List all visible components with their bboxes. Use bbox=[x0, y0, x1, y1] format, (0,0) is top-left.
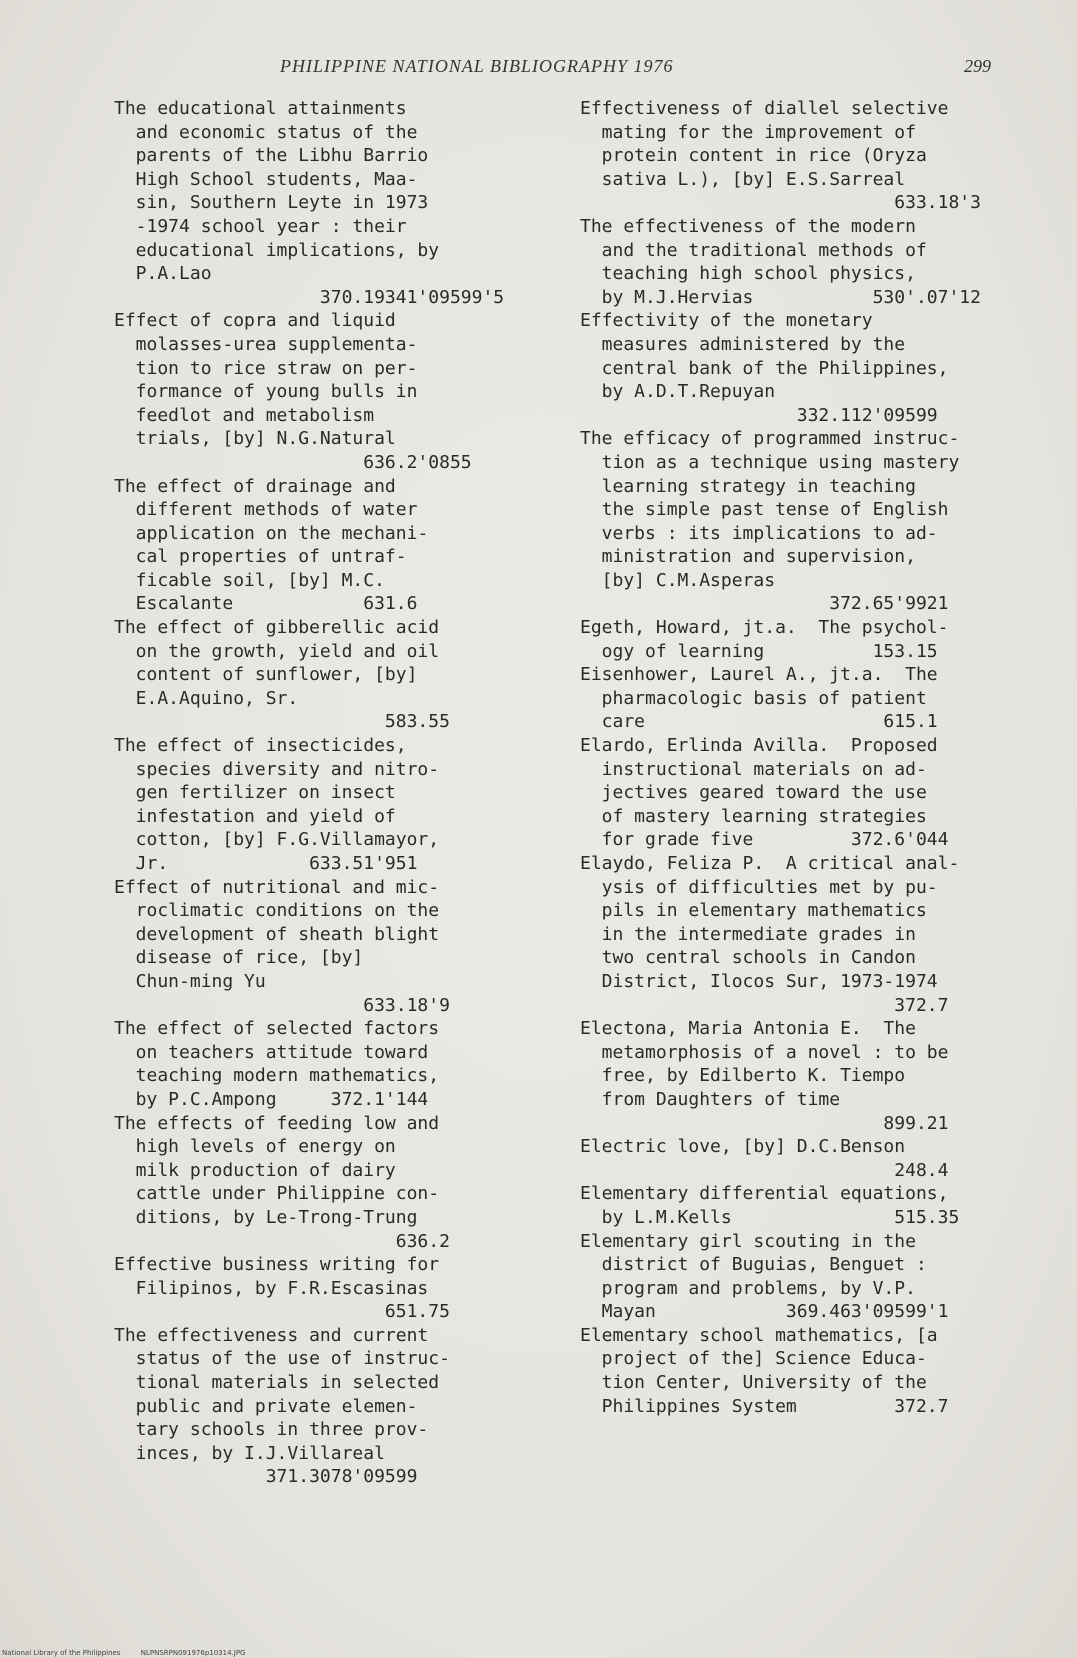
entry-line: 651.75 bbox=[114, 1301, 450, 1323]
entry-line: Elementary differential equations, bbox=[580, 1183, 949, 1205]
entry-line: tary schools in three prov- bbox=[114, 1419, 429, 1441]
entry-line: Elementary girl scouting in the bbox=[580, 1230, 916, 1252]
bibliography-entry bbox=[114, 475, 494, 617]
entry-line: Elaydo, Feliza P. A critical anal- bbox=[580, 853, 960, 874]
entry-line: Chun-ming Yu bbox=[114, 970, 266, 992]
entry-line: parents of the Libhu Barrio bbox=[114, 145, 429, 167]
entry-line: jectives geared toward the use bbox=[580, 782, 927, 804]
entry-line: sin, Southern Leyte in 1973 bbox=[114, 192, 429, 214]
entry-line: disease of rice, [by] bbox=[114, 947, 364, 969]
entry-line: Electric love, [by] D.C.Benson bbox=[580, 1136, 906, 1158]
entry-line: by L.M.Kells 515.35 bbox=[580, 1206, 960, 1228]
entry-line: learning strategy in teaching bbox=[580, 475, 916, 497]
entry-line: two central schools in Candon bbox=[580, 947, 916, 969]
bibliography-entry bbox=[580, 734, 1010, 852]
bibliography-entry bbox=[580, 663, 1010, 734]
bibliography-entry bbox=[580, 616, 1010, 663]
entry-line: 371.3078'09599 bbox=[114, 1466, 418, 1488]
entry-line: The effect of gibberellic acid bbox=[114, 617, 440, 639]
entry-line: inces, by I.J.Villareal bbox=[114, 1442, 385, 1464]
entry-line: P.A.Lao bbox=[114, 263, 212, 285]
entry-line: educational implications, by bbox=[114, 239, 440, 261]
bibliography-entry bbox=[580, 1017, 1010, 1135]
entry-line: The effect of drainage and bbox=[114, 475, 396, 497]
bibliography-entry bbox=[114, 734, 494, 876]
entry-line: verbs : its implications to ad- bbox=[580, 522, 938, 544]
entry-line: 372.7 bbox=[580, 994, 949, 1016]
entry-line: species diversity and nitro- bbox=[114, 758, 440, 780]
entry-line: tion as a technique using mastery bbox=[580, 451, 960, 473]
entry-line: 633.18'9 bbox=[114, 994, 450, 1016]
bibliography-entry bbox=[580, 427, 1010, 616]
entry-line: ogy of learning 153.15 bbox=[580, 640, 938, 662]
entry-line: Electona, Maria Antonia E. The bbox=[580, 1018, 916, 1040]
footer-institution: National Library of the Philippines bbox=[2, 1649, 121, 1657]
entry-line: roclimatic conditions on the bbox=[114, 900, 440, 922]
entry-line: status of the use of instruc- bbox=[114, 1348, 450, 1370]
entry-line: project of the] Science Educa- bbox=[580, 1348, 927, 1370]
entry-line: Elementary school mathematics, [a bbox=[580, 1324, 938, 1346]
entry-line: cal properties of untraf- bbox=[114, 546, 407, 568]
entry-line: Effectiveness of diallel selective bbox=[580, 98, 949, 119]
entry-line: by P.C.Ampong 372.1'144 bbox=[114, 1088, 429, 1110]
page-header bbox=[0, 56, 1077, 86]
entry-line: E.A.Aquino, Sr. bbox=[114, 687, 299, 709]
bibliography-entry bbox=[114, 1324, 494, 1489]
entry-line: tion to rice straw on per- bbox=[114, 357, 418, 379]
entry-line: instructional materials on ad- bbox=[580, 758, 927, 780]
entry-line: Effective business writing for bbox=[114, 1254, 440, 1276]
entry-line: 248.4 bbox=[580, 1159, 949, 1181]
entry-line: high levels of energy on bbox=[114, 1136, 396, 1158]
bibliography-entry bbox=[114, 309, 494, 474]
bibliography-entry bbox=[580, 1135, 1010, 1182]
entry-line: Elardo, Erlinda Avilla. Proposed bbox=[580, 735, 938, 757]
left-column bbox=[114, 97, 505, 1489]
bibliography-entry bbox=[114, 1112, 494, 1254]
bibliography-entry bbox=[114, 616, 494, 734]
entry-line: The efficacy of programmed instruc- bbox=[580, 428, 960, 450]
entry-line: 370.19341'09599'5 bbox=[114, 286, 505, 308]
scan-footer bbox=[0, 1648, 1077, 1658]
entry-line: 899.21 bbox=[580, 1112, 949, 1134]
entry-line: ministration and supervision, bbox=[580, 546, 916, 568]
entry-line: Effectivity of the monetary bbox=[580, 310, 873, 332]
entry-line: The effect of selected factors bbox=[114, 1018, 440, 1040]
entry-line: 633.18'3 bbox=[580, 192, 981, 214]
bibliography-entry bbox=[580, 309, 1010, 427]
entry-line: infestation and yield of bbox=[114, 805, 396, 827]
entry-line: care 615.1 bbox=[580, 711, 938, 733]
entry-line: [by] C.M.Asperas bbox=[580, 569, 776, 591]
entry-line: 636.2'0855 bbox=[114, 451, 472, 473]
bibliography-entry bbox=[580, 852, 1010, 1017]
entry-line: district of Buguias, Benguet : bbox=[580, 1254, 927, 1276]
entry-line: pharmacologic basis of patient bbox=[580, 687, 927, 709]
entry-line: teaching high school physics, bbox=[580, 263, 916, 285]
entry-line: and the traditional methods of bbox=[580, 239, 927, 261]
entry-line: from Daughters of time bbox=[580, 1088, 841, 1110]
bibliography-entry bbox=[114, 1017, 494, 1111]
bibliography-entry bbox=[580, 1324, 1010, 1418]
entry-line: free, by Edilberto K. Tiempo bbox=[580, 1065, 906, 1087]
entry-line: public and private elemen- bbox=[114, 1395, 418, 1417]
bibliography-entry bbox=[580, 1182, 1010, 1229]
entry-line: District, Ilocos Sur, 1973-1974 bbox=[580, 970, 938, 992]
entry-line: 372.65'9921 bbox=[580, 593, 949, 615]
entry-line: Mayan 369.463'09599'1 bbox=[580, 1301, 949, 1323]
bibliography-entry bbox=[580, 1230, 1010, 1324]
entry-line: The effectiveness and current bbox=[114, 1324, 429, 1346]
entry-line: 583.55 bbox=[114, 711, 450, 733]
entry-line: central bank of the Philippines, bbox=[580, 357, 949, 379]
entry-line: milk production of dairy bbox=[114, 1159, 396, 1181]
entry-line: formance of young bulls in bbox=[114, 381, 418, 403]
entry-line: content of sunflower, [by] bbox=[114, 664, 418, 686]
entry-line: ficable soil, [by] M.C. bbox=[114, 569, 385, 591]
entry-line: by M.J.Hervias 530'.07'12 bbox=[580, 286, 981, 308]
entry-line: application on the mechani- bbox=[114, 522, 429, 544]
entry-line: ysis of difficulties met by pu- bbox=[580, 876, 938, 898]
entry-line: cattle under Philippine con- bbox=[114, 1183, 440, 1205]
entry-line: sativa L.), [by] E.S.Sarreal bbox=[580, 168, 906, 190]
entry-line: Filipinos, by F.R.Escasinas bbox=[114, 1277, 429, 1299]
entry-line: The effect of insecticides, bbox=[114, 735, 407, 757]
entry-line: tion Center, University of the bbox=[580, 1372, 927, 1394]
bibliography-entry bbox=[114, 876, 494, 1018]
entry-line: on the growth, yield and oil bbox=[114, 640, 440, 662]
entry-line: The effects of feeding low and bbox=[114, 1112, 440, 1134]
entry-line: gen fertilizer on insect bbox=[114, 782, 396, 804]
entry-line: trials, [by] N.G.Natural bbox=[114, 428, 396, 450]
right-column bbox=[580, 97, 1010, 1418]
entry-line: High School students, Maa- bbox=[114, 168, 418, 190]
running-title: PHILIPPINE NATIONAL BIBLIOGRAPHY 1976 bbox=[280, 56, 674, 76]
entry-line: 332.112'09599 bbox=[580, 404, 938, 426]
entry-line: tional materials in selected bbox=[114, 1372, 440, 1394]
entry-line: development of sheath blight bbox=[114, 923, 440, 945]
entry-line: different methods of water bbox=[114, 499, 418, 521]
entry-line: by A.D.T.Repuyan bbox=[580, 381, 776, 403]
entry-line: Escalante 631.6 bbox=[114, 593, 418, 615]
bibliography-entry bbox=[114, 97, 505, 309]
bibliography-entry bbox=[580, 97, 1010, 215]
bibliography-entry bbox=[580, 215, 1010, 309]
entry-line: program and problems, by V.P. bbox=[580, 1277, 916, 1299]
entry-line: 636.2 bbox=[114, 1230, 450, 1252]
entry-line: The educational attainments bbox=[114, 98, 407, 119]
footer-file-id: NLPNSRPN091976p10314.JPG bbox=[140, 1649, 246, 1657]
entry-line: measures administered by the bbox=[580, 333, 906, 355]
entry-line: Egeth, Howard, jt.a. The psychol- bbox=[580, 617, 949, 639]
entry-line: cotton, [by] F.G.Villamayor, bbox=[114, 829, 440, 851]
entry-line: pils in elementary mathematics bbox=[580, 900, 927, 922]
entry-line: metamorphosis of a novel : to be bbox=[580, 1041, 949, 1063]
entry-line: ditions, by Le-Trong-Trung bbox=[114, 1206, 418, 1228]
entry-line: Philippines System 372.7 bbox=[580, 1395, 949, 1417]
entry-line: of mastery learning strategies bbox=[580, 805, 927, 827]
entry-line: feedlot and metabolism bbox=[114, 404, 375, 426]
entry-line: Effect of copra and liquid bbox=[114, 310, 396, 332]
entry-line: and economic status of the bbox=[114, 121, 418, 143]
entry-line: The effectiveness of the modern bbox=[580, 215, 916, 237]
entry-line: the simple past tense of English bbox=[580, 499, 949, 521]
entry-line: protein content in rice (Oryza bbox=[580, 145, 927, 167]
entry-line: in the intermediate grades in bbox=[580, 923, 916, 945]
entry-line: -1974 school year : their bbox=[114, 215, 407, 237]
page-number: 299 bbox=[964, 56, 991, 76]
entry-line: molasses-urea supplementa- bbox=[114, 333, 418, 355]
entry-line: on teachers attitude toward bbox=[114, 1041, 429, 1063]
entry-line: Effect of nutritional and mic- bbox=[114, 876, 440, 898]
entry-line: mating for the improvement of bbox=[580, 121, 916, 143]
entry-line: Eisenhower, Laurel A., jt.a. The bbox=[580, 664, 938, 686]
entry-line: Jr. 633.51'951 bbox=[114, 853, 418, 874]
entry-line: teaching modern mathematics, bbox=[114, 1065, 440, 1087]
bibliography-entry bbox=[114, 1253, 494, 1324]
entry-line: for grade five 372.6'044 bbox=[580, 829, 949, 851]
